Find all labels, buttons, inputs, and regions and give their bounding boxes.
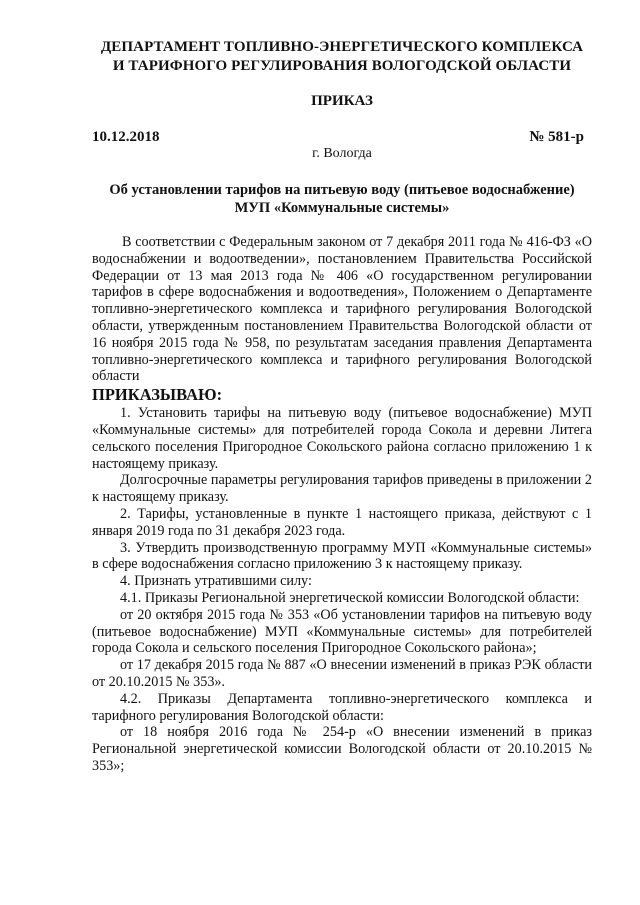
- clause-4: 4. Признать утратившими силу:: [120, 573, 312, 590]
- order-subject: [92, 181, 592, 217]
- preamble-paragraph: В соответствии с Федеральным законом от 7 декабря 2011 года № 416-ФЗ «О водоснабжении и водоотведении», постановлением Правительства Российской Федерации от 13 мая 2013 года № 406 «О государственном регулировании тарифов в сфере водоснабжения и водоотведения», Положением о Департаменте топливно-энергетического комплекса и тарифного регулирования Вологодской области, утвержденным постановлением Правительства Вологодской области от 16 ноября 2015 года № 958, по результатам заседания правления Департамента топливно-энергетического комплекса и тарифного регулирования Вологодской области: [92, 234, 592, 385]
- orders-word: ПРИКАЗЫВАЮ:: [92, 385, 223, 405]
- clause-4-1: 4.1. Приказы Региональной энергетической комиссии Вологодской области:: [120, 589, 580, 606]
- header-line-1: ДЕПАРТАМЕНТ ТОПЛИВНО-ЭНЕРГЕТИЧЕСКОГО КОМПЛЕКСА: [100, 39, 584, 55]
- clause-2: 2. Тарифы, установленные в пункте 1 настоящего приказа, действуют с 1 января 2019 года по 31 декабря 2023 года.: [92, 505, 592, 539]
- clause-1: 1. Установить тарифы на питьевую воду (питьевое водоснабжение) МУП «Коммунальные системы» для потребителей города Сокола и деревни Литега сельского поселения Пригородное Сокольского района согласно приложению 1 к настоящему приказу.: [92, 405, 592, 472]
- order-number: № 581-р: [529, 129, 584, 145]
- order-date: 10.12.2018: [92, 129, 160, 145]
- subject-line-2: МУП «Коммунальные системы»: [234, 200, 450, 216]
- clause-1-params: Долгосрочные параметры регулирования тарифов приведены в приложении 2 к настоящему приказу.: [92, 472, 592, 506]
- clause-4-1-a: от 20 октября 2015 года № 353 «Об установлении тарифов на питьевую воду (питьевое водоснабжение) МУП «Коммунальные системы» для потребителей города Сокола и сельского поселения Пригородное Сокольского района»;: [92, 606, 592, 657]
- subject-line-1: Об установлении тарифов на питьевую воду (питьевое водоснабжение): [109, 182, 575, 198]
- clause-3: 3. Утвердить производственную программу МУП «Коммунальные системы» в сфере водоснабжения согласно приложению 3 к настоящему приказу.: [92, 539, 592, 573]
- clause-4-1-b: от 17 декабря 2015 года № 887 «О внесении изменений в приказ РЭК области от 20.10.2015 № 353».: [92, 657, 592, 690]
- header-line-2: И ТАРИФНОГО РЕГУЛИРОВАНИЯ ВОЛОГОДСКОЙ ОБЛАСТИ: [112, 58, 572, 74]
- department-header: [92, 38, 592, 76]
- clause-4-2-a: от 18 ноября 2016 года № 254-р «О внесении изменений в приказ Региональной энергетической комиссии Вологодской области от 20.10.2015 № 353»;: [92, 724, 592, 774]
- order-body: [92, 234, 592, 775]
- order-title: ПРИКАЗ: [311, 93, 373, 109]
- clause-4-2: 4.2. Приказы Департамента топливно-энергетического комплекса и тарифного регулирования Вологодской области:: [92, 690, 592, 724]
- order-city: г. Вологда: [312, 146, 372, 161]
